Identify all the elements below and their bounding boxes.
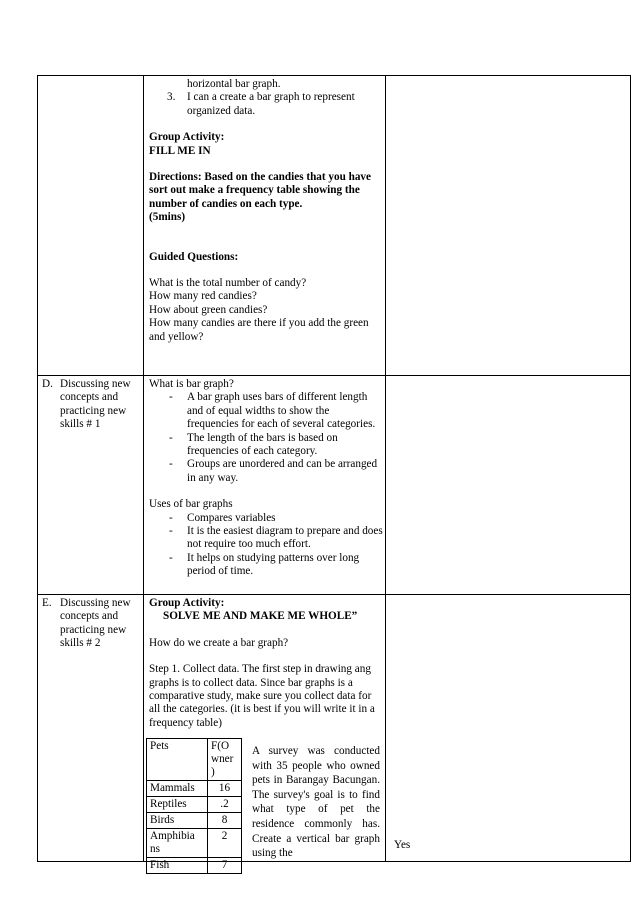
- question-4: How many candies are there if you add the green and yellow?: [149, 317, 369, 343]
- pet-name: Birds: [147, 813, 208, 829]
- table-row: [147, 797, 242, 813]
- pet-count: 8: [208, 813, 242, 829]
- dash-marker: -: [169, 458, 173, 471]
- list-number: 3.: [167, 91, 176, 104]
- table-row: [147, 829, 242, 858]
- guided-questions-label: Guided Questions:: [149, 250, 239, 263]
- dash-marker: -: [169, 391, 173, 404]
- bar-graph-heading: What is bar graph?: [149, 378, 234, 390]
- time-text: (5mins): [149, 211, 186, 224]
- section-d-letter: D.: [42, 378, 53, 390]
- pet-count: 16: [208, 781, 242, 797]
- bullet-text: Compares variables: [187, 511, 276, 524]
- step-1-text: Step 1. Collect data. The first step in drawing ang graphs is to collect data. Since bar graphs is a comparative study, make sure you collect data for all the categories. (it is best if you will write it in a frequency table): [149, 663, 375, 729]
- dash-marker: -: [169, 431, 173, 444]
- section-d-label: [42, 378, 140, 432]
- activity-label: Group Activity:: [149, 597, 225, 609]
- column-divider-2: [385, 75, 386, 862]
- bullet-item: [149, 512, 383, 525]
- survey-text: A survey was conducted with 35 people who owned pets in Barangay Bacungan. The survey's goal is to find what type of pet the residence commonly has. Create a vertical bar graph using the: [252, 745, 380, 860]
- table-row: [147, 813, 242, 829]
- table-row: [147, 858, 242, 874]
- question-1: What is the total number of candy?: [149, 277, 307, 290]
- bullet-text: A bar graph uses bars of different length and of equal widths to show the frequencies for each of several categories.: [187, 391, 376, 431]
- bar-graph-question: How do we create a bar graph?: [149, 636, 289, 649]
- bullet-text: It is the easiest diagram to prepare and does not require too much effort.: [187, 525, 383, 551]
- question-3: How about green candies?: [149, 303, 268, 316]
- pet-count: .2: [208, 797, 242, 813]
- section-e-content: [149, 597, 383, 730]
- bullet-item: [149, 525, 383, 552]
- bullet-text: It helps on studying patterns over long period of time.: [187, 551, 360, 578]
- bullet-text: The length of the bars is based on frequencies of each category.: [187, 431, 338, 458]
- table-row: [147, 781, 242, 797]
- pet-name: Mammals: [147, 781, 208, 797]
- row-divider-2: [37, 594, 631, 595]
- group-activity-label: Group Activity:: [149, 131, 225, 144]
- remarks-yes: Yes: [394, 839, 411, 851]
- pet-name: Reptiles: [147, 797, 208, 813]
- dash-marker: -: [169, 551, 173, 564]
- row-divider-1: [37, 375, 631, 376]
- question-2: How many red candies?: [149, 290, 257, 303]
- pet-name: Amphibia ns: [147, 829, 208, 858]
- uses-heading: Uses of bar graphs: [149, 498, 233, 511]
- dash-marker: -: [169, 511, 173, 524]
- header-frequency: F(O wner ): [208, 739, 242, 781]
- group-activity-title: FILL ME IN: [149, 144, 211, 157]
- bullet-item: [149, 432, 383, 459]
- section-d-content: [149, 378, 383, 579]
- header-pets: Pets: [147, 739, 208, 781]
- table-header-row: [147, 739, 242, 781]
- section-e-letter: E.: [42, 597, 52, 609]
- section-d-title: Discussing new concepts and practicing new skills # 1: [60, 378, 131, 431]
- bullet-item: [149, 458, 383, 485]
- section-e-label: [42, 597, 140, 651]
- column-divider-1: [143, 75, 144, 862]
- objectives-cell: [149, 78, 383, 344]
- pets-frequency-table: [146, 738, 242, 874]
- bullet-item: [149, 552, 383, 579]
- list-item: [149, 91, 383, 118]
- pet-count: 2: [208, 829, 242, 858]
- bullet-text: Groups are unordered and can be arranged in any way.: [187, 458, 378, 484]
- pet-count: 7: [208, 858, 242, 874]
- activity-title: SOLVE ME AND MAKE ME WHOLE”: [163, 610, 358, 623]
- bullet-item: [149, 391, 383, 431]
- dash-marker: -: [169, 525, 173, 538]
- list-item-text: I can a create a bar graph to represent organized data.: [187, 91, 355, 117]
- directions-text: Directions: Based on the candies that you have sort out make a frequency table showing the number of candies on each type.: [149, 171, 371, 210]
- pet-name: Fish: [147, 858, 208, 874]
- list-continuation: horizontal bar graph.: [187, 78, 281, 90]
- section-e-title: Discussing new concepts and practicing new skills # 2: [60, 597, 131, 650]
